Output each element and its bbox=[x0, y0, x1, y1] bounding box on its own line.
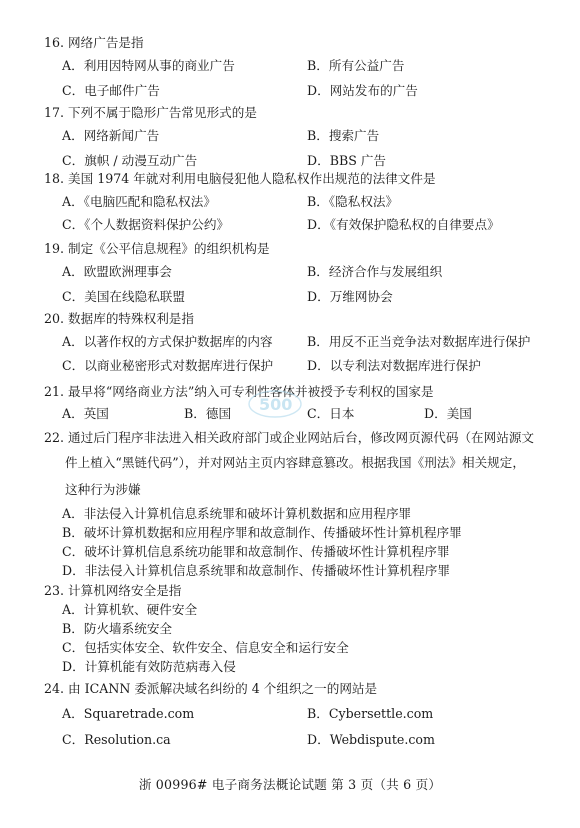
option-b: B．搜索广告 bbox=[307, 128, 380, 143]
option-b: B．破坏计算机数据和应用程序罪和故意制作、传播破坏性计算机程序罪 bbox=[62, 525, 462, 540]
question-22 bbox=[44, 429, 540, 446]
question-number: 23. bbox=[44, 583, 65, 598]
option-a: A．网络新闻广告 bbox=[62, 128, 160, 143]
option-a: A．英国 bbox=[62, 406, 109, 421]
option-c: C．Resolution.ca bbox=[62, 732, 171, 747]
option-c: C．美国在线隐私联盟 bbox=[62, 289, 185, 304]
option-a: A．Squaretrade.com bbox=[62, 706, 195, 721]
option-b: B．德国 bbox=[184, 406, 232, 421]
option-d: D．以专利法对数据库进行保护 bbox=[307, 358, 481, 373]
option-a: A．计算机软、硬件安全 bbox=[62, 602, 198, 617]
svg-text:500: 500 bbox=[259, 395, 293, 414]
option-d: D．计算机能有效防范病毒入侵 bbox=[62, 659, 236, 674]
option-c: C．电子邮件广告 bbox=[62, 83, 160, 98]
option-d: D．网站发布的广告 bbox=[307, 83, 418, 98]
question-19 bbox=[44, 240, 540, 257]
site-watermark-logo bbox=[245, 382, 305, 422]
question-stem: 计算机网络安全是指 bbox=[68, 583, 182, 598]
question-stem: 数据库的特殊权利是指 bbox=[68, 311, 194, 326]
question-number: 21. bbox=[44, 384, 65, 399]
option-a: A．欧盟欧洲理事会 bbox=[62, 264, 172, 279]
question-18 bbox=[44, 170, 540, 187]
question-stem: 最早将“网络商业方法”纳入可专利性客体并被授予专利权的国家是 bbox=[68, 384, 434, 399]
option-d: D．《有效保护隐私权的自律要点》 bbox=[307, 217, 500, 232]
option-c: C．破坏计算机信息系统功能罪和故意制作、传播破坏性计算机程序罪 bbox=[62, 544, 450, 559]
option-c: C．以商业秘密形式对数据库进行保护 bbox=[62, 358, 274, 373]
option-c: C．日本 bbox=[307, 406, 355, 421]
option-a: A．非法侵入计算机信息系统罪和破坏计算机数据和应用程序罪 bbox=[62, 506, 412, 521]
question-number: 20. bbox=[44, 311, 65, 326]
question-number: 19. bbox=[44, 241, 65, 256]
question-17 bbox=[44, 104, 540, 121]
question-stem-line-1: 通过后门程序非法进入相关政府部门或企业网站后台，修改网页源代码（在网站源文 bbox=[68, 430, 535, 445]
option-b: B．经济合作与发展组织 bbox=[307, 264, 443, 279]
question-stem: 美国 1974 年就对利用电脑侵犯他人隐私权作出规范的法律文件是 bbox=[68, 171, 436, 186]
option-b: B．用反不正当竞争法对数据库进行保护 bbox=[307, 334, 531, 349]
question-number: 18. bbox=[44, 171, 65, 186]
option-c: C．旗帜 / 动漫互动广告 bbox=[62, 153, 198, 168]
page-footer: 浙 00996# 电子商务法概论试题 第 3 页（共 6 页） bbox=[138, 777, 442, 792]
option-b: B．Cybersettle.com bbox=[307, 706, 434, 721]
option-b: B．《隐私权法》 bbox=[307, 194, 399, 209]
option-d: D．Webdispute.com bbox=[307, 732, 435, 747]
option-b: B．所有公益广告 bbox=[307, 58, 405, 73]
option-d: D．万维网协会 bbox=[307, 289, 393, 304]
question-stem-line-2: 件上植入“黑链代码”），并对网站主页内容肆意篡改。根据我国《刑法》相关规定， bbox=[65, 455, 525, 470]
option-c: C．《个人数据资料保护公约》 bbox=[62, 217, 230, 232]
option-a: A．《电脑匹配和隐私权法》 bbox=[62, 194, 216, 209]
option-d: D．非法侵入计算机信息系统罪和故意制作、传播破坏性计算机程序罪 bbox=[62, 563, 450, 578]
question-stem: 由 ICANN 委派解决域名纠纷的 4 个组织之一的网站是 bbox=[68, 681, 378, 696]
option-d: D．BBS 广告 bbox=[307, 153, 387, 168]
option-d: D．美国 bbox=[424, 406, 472, 421]
question-number: 22. bbox=[44, 430, 65, 445]
question-number: 17. bbox=[44, 105, 65, 120]
question-stem-line-3: 这种行为涉嫌 bbox=[65, 482, 141, 497]
question-stem: 网络广告是指 bbox=[68, 35, 144, 50]
option-b: B．防火墙系统安全 bbox=[62, 621, 173, 636]
question-number: 16. bbox=[44, 35, 65, 50]
option-a: A．以著作权的方式保护数据库的内容 bbox=[62, 334, 273, 349]
question-stem: 下列不属于隐形广告常见形式的是 bbox=[68, 105, 257, 120]
option-c: C．包括实体安全、软件安全、信息安全和运行安全 bbox=[62, 640, 349, 655]
question-20 bbox=[44, 310, 540, 327]
question-16 bbox=[44, 34, 540, 51]
question-stem: 制定《公平信息规程》的组织机构是 bbox=[68, 241, 270, 256]
question-23 bbox=[44, 582, 540, 599]
question-number: 24. bbox=[44, 681, 65, 696]
question-24 bbox=[44, 680, 540, 697]
option-a: A．利用因特网从事的商业广告 bbox=[62, 58, 235, 73]
